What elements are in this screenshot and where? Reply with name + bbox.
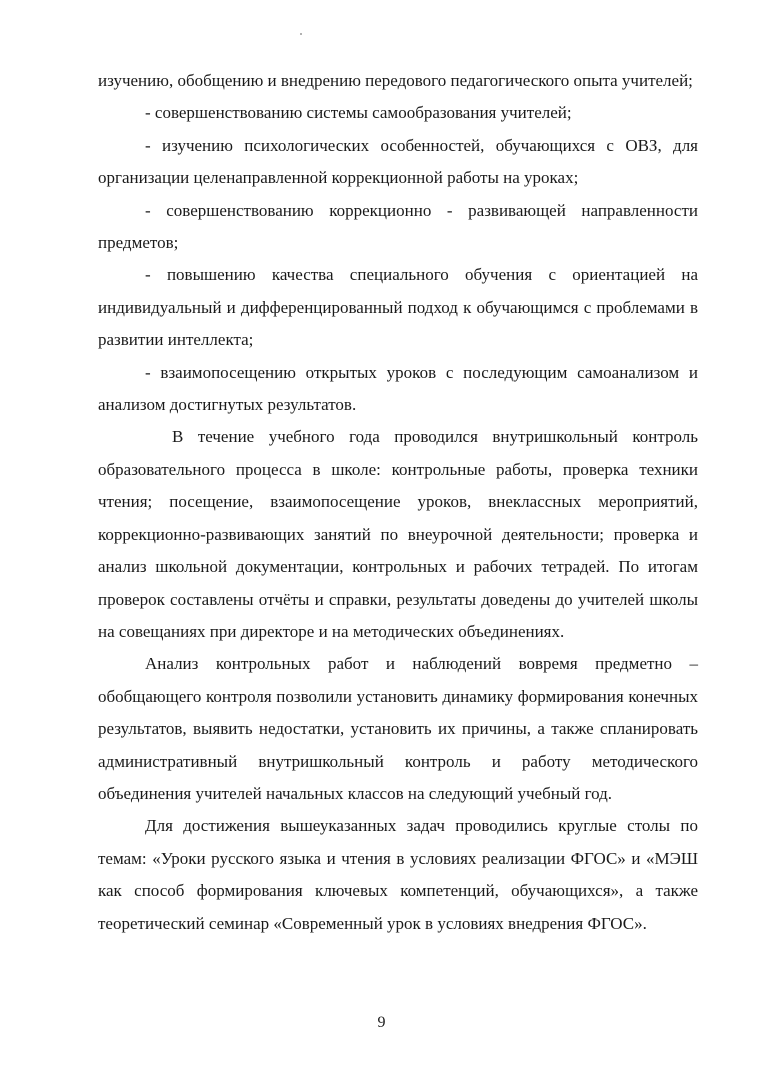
list-item-psychology: - изучению психологических особенностей, обучающихся с ОВЗ, для организации целенаправленной коррекционной работы на уроках; — [98, 135, 698, 188]
list-item-self-education: - совершенствованию системы самообразования учителей; — [145, 103, 572, 123]
document-body — [98, 65, 698, 940]
scan-speck — [300, 33, 302, 35]
list-item-correction: - совершенствованию коррекционно - развивающей направленности предметов; — [98, 200, 698, 253]
list-item-special-education: - повышению качества специального обучения с ориентацией на индивидуальный и дифференцированный подход к обучающимся с проблемами в развитии интеллекта; — [98, 265, 698, 350]
paragraph-round-tables: Для достижения вышеуказанных задач проводились круглые столы по темам: «Уроки русского языка и чтения в условиях реализации ФГОС» и «МЭШ как способ формирования ключевых компетенций, обучающихся», а также теоретический семинар «Современный урок в условиях внедрения ФГОС». — [98, 816, 698, 933]
list-item-open-lessons: - взаимопосещению открытых уроков с последующим самоанализом и анализом достигнутых результатов. — [98, 362, 698, 415]
page-number: 9 — [377, 1014, 386, 1031]
paragraph-internal-control: В течение учебного года проводился внутришкольный контроль образовательного процесса в школе: контрольные работы, проверка техники чтения; посещение, взаимопосещение уроков, внеклассных мероприятий, коррекционно-развивающих занятий по внеурочной деятельности; проверка и анализ школьной документации, контрольных и рабочих тетрадей. По итогам проверок составлены отчёты и справки, результаты доведены до учителей школы на совещаниях при директоре и на методических объединениях. — [98, 427, 698, 641]
paragraph-analysis: Анализ контрольных работ и наблюдений вовремя предметно – обобщающего контроля позволили установить динамику формирования конечных результатов, выявить недостатки, установить их причины, а также спланировать административный внутришкольный контроль и работу методического объединения учителей начальных классов на следующий учебный год. — [98, 654, 698, 803]
paragraph-continuation: изучению, обобщению и внедрению передового педагогического опыта учителей; — [98, 71, 693, 90]
